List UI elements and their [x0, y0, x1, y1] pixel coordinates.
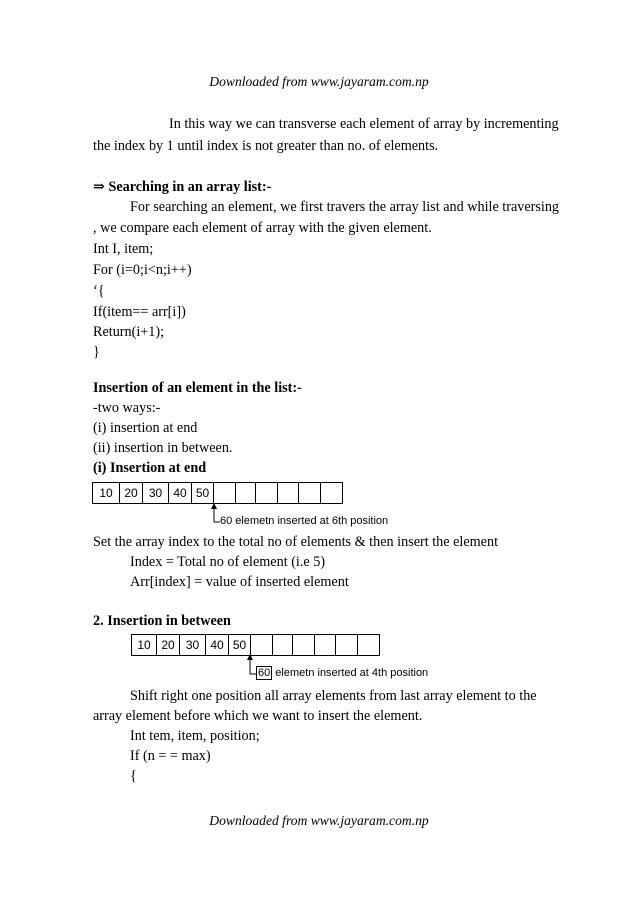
- insertion-end-code-2: Arr[index] = value of inserted element: [130, 574, 349, 590]
- searching-desc-2: , we compare each element of array with the given element.: [93, 220, 432, 236]
- array-cell: [293, 634, 315, 656]
- insertion-note-2-text: elemetn inserted at 4th position: [272, 667, 429, 679]
- insertion-between-heading: 2. Insertion in between: [93, 613, 231, 629]
- pointer-arrow-2-icon: [247, 654, 256, 674]
- insertion-end-code-1: Index = Total no of element (i.e 5): [130, 554, 326, 570]
- insertion-note-1: 60 elemetn inserted at 6th position: [220, 515, 389, 527]
- code-line: }: [93, 344, 100, 360]
- code-line: Int I, item;: [93, 241, 154, 257]
- array-cell: 10: [93, 482, 120, 504]
- array-cell: [251, 634, 273, 656]
- array-cell: 30: [180, 634, 206, 656]
- array-cell: [358, 634, 380, 656]
- insertion-end-heading: (i) Insertion at end: [93, 460, 207, 476]
- code-line: ‘{: [93, 283, 105, 299]
- insertion-ways: -two ways:-: [93, 400, 161, 416]
- implies-arrow-icon: ⇒: [93, 179, 105, 195]
- intro-line-2: the index by 1 until index is not greater than no. of elements.: [93, 138, 439, 154]
- insertion-way-1: (i) insertion at end: [93, 420, 198, 436]
- array-cell: [273, 634, 293, 656]
- page-footer: Downloaded from www.jayaram.com.np: [209, 813, 429, 828]
- array-cell: 30: [143, 482, 169, 504]
- insertion-between-desc-1: Shift right one position all array elements from last array element to the: [130, 688, 537, 704]
- code-line: Return(i+1);: [93, 324, 165, 340]
- array-cell: 50: [229, 634, 251, 656]
- code-line: {: [130, 768, 137, 784]
- array-cell: 10: [132, 634, 157, 656]
- intro-line-1: In this way we can transverse each element of array by incrementing: [169, 116, 559, 132]
- inserted-value-box: 60: [258, 667, 271, 679]
- searching-heading-text: Searching in an array list:-: [108, 179, 272, 195]
- insertion-end-desc: Set the array index to the total no of elements & then insert the element: [93, 534, 499, 550]
- array-diagram-between: [131, 634, 380, 656]
- insertion-heading: Insertion of an element in the list:-: [93, 380, 302, 396]
- array-cell: 20: [120, 482, 143, 504]
- searching-desc-1: For searching an element, we first travers the array list and while traversing: [130, 199, 560, 215]
- pointer-arrow-1-icon: [211, 503, 220, 522]
- page-header: Downloaded from www.jayaram.com.np: [209, 74, 429, 89]
- code-line: For (i=0;i<n;i++): [93, 262, 192, 278]
- code-line: If(item== arr[i]): [93, 304, 186, 320]
- code-line: Int tem, item, position;: [130, 728, 260, 744]
- array-cell: [315, 634, 336, 656]
- insertion-between-desc-2: array element before which we want to insert the element.: [93, 708, 423, 724]
- insertion-way-2: (ii) insertion in between.: [93, 440, 233, 456]
- array-cell: 20: [157, 634, 180, 656]
- insertion-note-2: [256, 667, 428, 680]
- array-cell: 40: [206, 634, 229, 656]
- code-line: If (n = = max): [130, 748, 211, 764]
- array-cell: 40: [169, 482, 192, 504]
- array-cell: [336, 634, 358, 656]
- array-cell: 50: [192, 482, 214, 504]
